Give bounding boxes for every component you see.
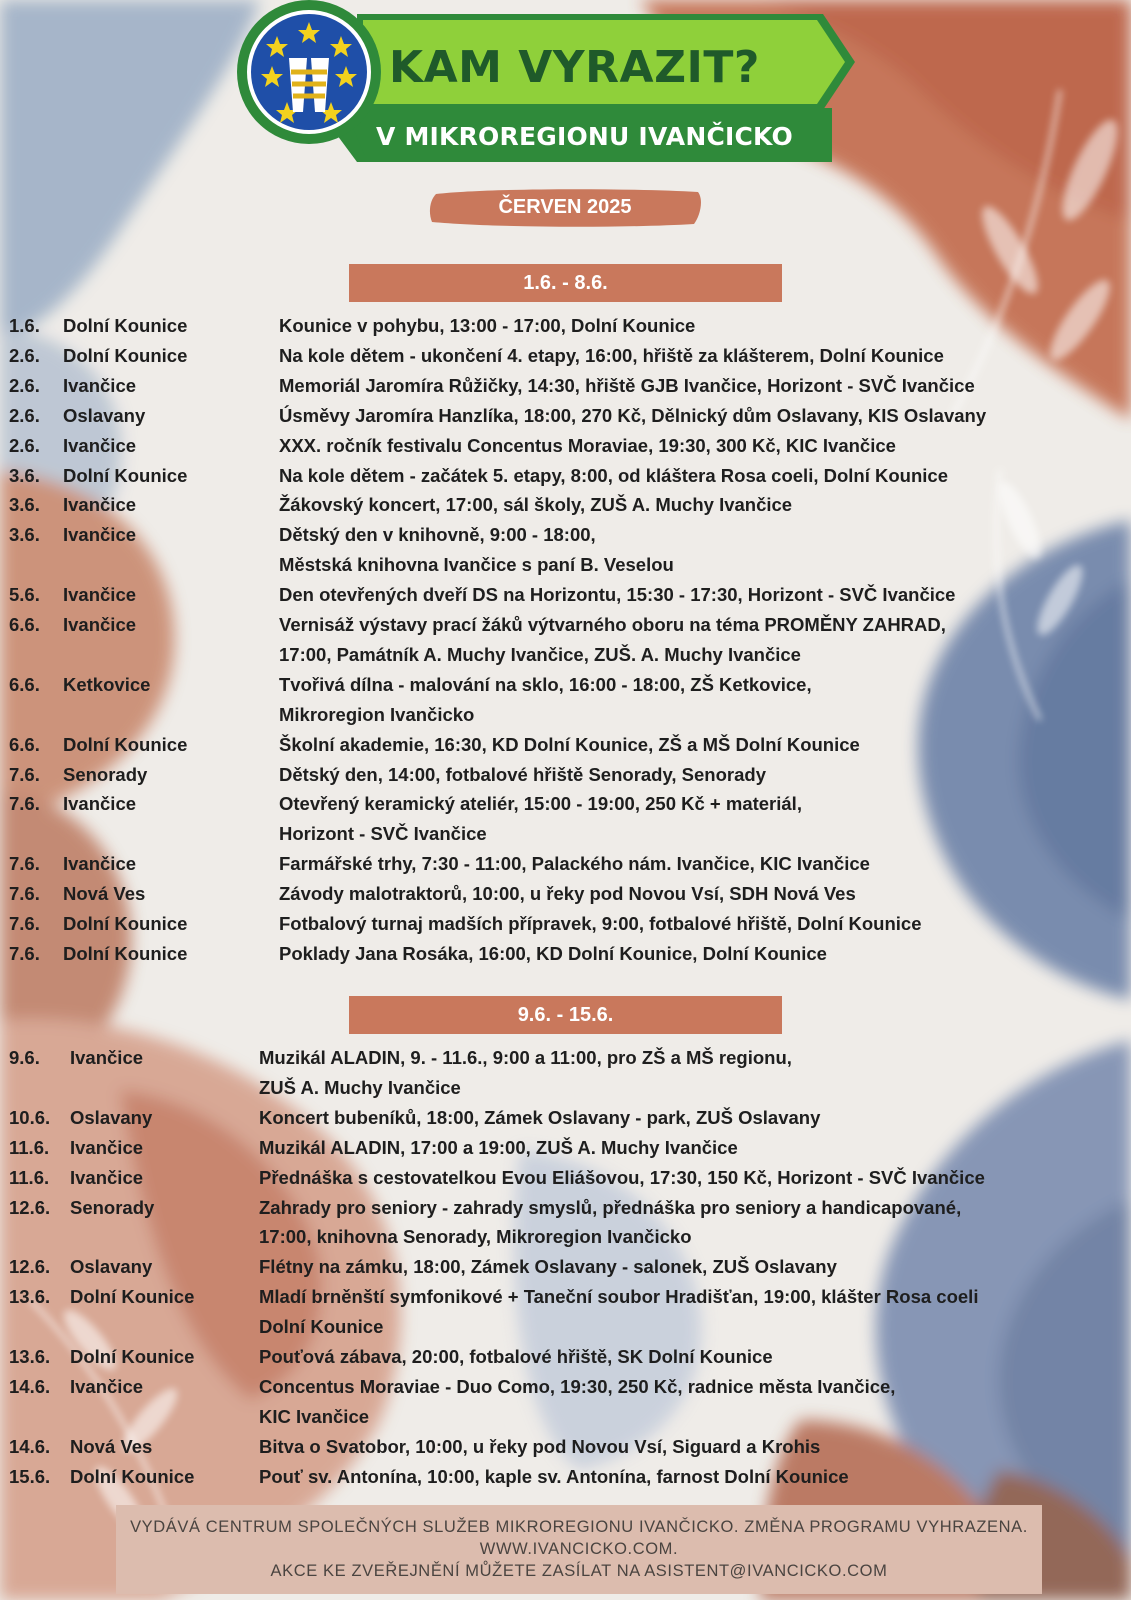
event-place: Ivančice (63, 793, 137, 815)
event-date: 12.6. (9, 1256, 51, 1278)
event-place: Ivančice (63, 614, 137, 635)
event-description: Koncert bubeníků, 18:00, Zámek Oslavany - park, ZUŠ Oslavany (259, 1106, 821, 1128)
event-description: Flétny na zámku, 18:00, Zámek Oslavany - salonek, ZUŠ Oslavany (259, 1256, 837, 1278)
event-description: Otevřený keramický ateliér, 15:00 - 19:00, 250 Kč + materiál, (279, 793, 802, 815)
event-place: Dolní Kounice (63, 942, 188, 964)
event-description: Fotbalový turnaj madších přípravek, 9:00, fotbalové hřiště, Dolní Kounice (279, 913, 922, 934)
event-date: 6.6. (9, 733, 40, 755)
event-description: Mikroregion Ivančicko (279, 703, 475, 725)
event-date: 14.6. (9, 1435, 51, 1457)
event-description: Bitva o Svatobor, 10:00, u řeky pod Novou Vsí, Siguard a Krohis (259, 1435, 821, 1457)
event-place: Oslavany (70, 1256, 153, 1278)
event-description: Na kole dětem - ukončení 4. etapy, 16:00, hřiště za klášterem, Dolní Kounice (279, 344, 944, 366)
page-title: KAM VYRAZIT? (389, 42, 760, 93)
event-place: Dolní Kounice (63, 733, 188, 755)
event-description: Zahrady pro seniory - zahrady smyslů, přednáška pro seniory a handicapované, (259, 1196, 962, 1218)
event-place: Ivančice (63, 434, 137, 456)
event-place: Nová Ves (63, 883, 146, 905)
event-place: Dolní Kounice (70, 1465, 195, 1487)
event-description: Poklady Jana Rosáka, 16:00, KD Dolní Kounice, Dolní Kounice (279, 942, 827, 964)
event-place: Senorady (70, 1196, 155, 1218)
footer-note (116, 1505, 1042, 1594)
event-date: 7.6. (9, 853, 40, 875)
event-description: Mladí brněnští symfonikové + Taneční soubor Hradišťan, 19:00, klášter Rosa coeli (259, 1286, 979, 1308)
event-description: 17:00, knihovna Senorady, Mikroregion Ivančicko (259, 1226, 692, 1248)
event-description: Horizont - SVČ Ivančice (279, 823, 487, 845)
event-date: 2.6. (9, 344, 40, 366)
event-date: 6.6. (9, 614, 40, 635)
event-date: 3.6. (9, 494, 40, 516)
event-description: Na kole dětem - začátek 5. etapy, 8:00, od kláštera Rosa coeli, Dolní Kounice (279, 464, 948, 486)
event-place: Dolní Kounice (70, 1286, 195, 1308)
event-date: 1.6. (9, 315, 40, 336)
event-date: 11.6. (9, 1166, 50, 1188)
event-place: Dolní Kounice (63, 315, 188, 336)
event-place: Oslavany (63, 404, 146, 426)
emblem-icon (237, 0, 381, 144)
event-place: Dolní Kounice (70, 1346, 195, 1367)
event-date: 2.6. (9, 374, 40, 396)
event-place: Ivančice (63, 853, 137, 875)
event-place: Ivančice (70, 1166, 144, 1188)
event-date: 7.6. (9, 913, 40, 934)
event-description: Tvořivá dílna - malování na sklo, 16:00 - 18:00, ZŠ Ketkovice, (279, 673, 812, 695)
event-place: Ivančice (70, 1136, 144, 1158)
event-date: 2.6. (9, 404, 40, 426)
event-description: Farmářské trhy, 7:30 - 11:00, Palackého nám. Ivančice, KIC Ivančice (279, 853, 870, 875)
event-date: 14.6. (9, 1375, 51, 1397)
event-date: 2.6. (9, 434, 40, 456)
event-place: Ivančice (70, 1047, 144, 1068)
event-description: KIC Ivančice (259, 1405, 370, 1427)
footer-line-3: AKCE KE ZVEŘEJNĚNÍ MŮŽETE ZASÍLAT NA ASISTENT@IVANCICKO.COM (270, 1562, 888, 1580)
footer-line-2: WWW.IVANCICKO.COM. (479, 1540, 679, 1558)
event-date: 15.6. (9, 1465, 51, 1487)
page-subtitle: V MIKROREGIONU IVANČICKO (376, 122, 793, 151)
event-date: 9.6. (9, 1047, 40, 1068)
event-place: Dolní Kounice (63, 464, 188, 486)
event-description: Kounice v pohybu, 13:00 - 17:00, Dolní Kounice (279, 315, 696, 336)
event-description: Muzikál ALADIN, 17:00 a 19:00, ZUŠ A. Muchy Ivančice (259, 1136, 738, 1158)
event-description: Přednáška s cestovatelkou Evou Eliášovou, 17:30, 150 Kč, Horizont - SVČ Ivančice (259, 1166, 985, 1188)
event-date: 7.6. (9, 793, 40, 815)
event-description: 17:00, Památník A. Muchy Ivančice, ZUŠ. A. Muchy Ivančice (279, 643, 801, 665)
event-date: 6.6. (9, 673, 40, 695)
event-description: Závody malotraktorů, 10:00, u řeky pod Novou Vsí, SDH Nová Ves (279, 883, 856, 905)
event-date: 13.6. (9, 1346, 51, 1367)
event-description: Školní akademie, 16:30, KD Dolní Kounice, ZŠ a MŠ Dolní Kounice (279, 733, 860, 755)
event-place: Ivančice (63, 374, 137, 396)
week-header-2: 9.6. - 15.6. (349, 996, 782, 1034)
event-date: 13.6. (9, 1286, 51, 1308)
event-place: Ivančice (63, 494, 137, 516)
event-description: Žákovský koncert, 17:00, sál školy, ZUŠ A. Muchy Ivančice (279, 494, 793, 516)
event-date: 3.6. (9, 524, 40, 546)
event-description: Dětský den v knihovně, 9:00 - 18:00, (279, 524, 596, 546)
event-description: Úsměvy Jaromíra Hanzlíka, 18:00, 270 Kč, Dělnický dům Oslavany, KIS Oslavany (279, 404, 987, 426)
event-place: Ketkovice (63, 673, 151, 695)
event-description: Vernisáž výstavy prací žáků výtvarného oboru na téma PROMĚNY ZAHRAD, (279, 614, 946, 635)
event-place: Ivančice (63, 584, 137, 606)
event-date: 12.6. (9, 1196, 51, 1218)
event-description: Den otevřených dveří DS na Horizontu, 15:30 - 17:30, Horizont - SVČ Ivančice (279, 584, 956, 606)
month-label: ČERVEN 2025 (498, 196, 632, 218)
week-header-1: 1.6. - 8.6. (349, 264, 782, 302)
event-place: Senorady (63, 763, 148, 785)
event-place: Oslavany (70, 1106, 153, 1128)
event-place: Dolní Kounice (63, 913, 188, 934)
event-description: Dětský den, 14:00, fotbalové hřiště Senorady, Senorady (279, 763, 766, 785)
footer-line-1: VYDÁVÁ CENTRUM SPOLEČNÝCH SLUŽEB MIKROREGIONU IVANČICKO. ZMĚNA PROGRAMU VYHRAZENA. (130, 1518, 1028, 1536)
event-description: Městská knihovna Ivančice s paní B. Veselou (279, 554, 674, 576)
event-description: Memoriál Jaromíra Růžičky, 14:30, hřiště GJB Ivančice, Horizont - SVČ Ivančice (279, 374, 975, 396)
event-description: Pouť sv. Antonína, 10:00, kaple sv. Antonína, farnost Dolní Kounice (259, 1465, 849, 1487)
event-date: 7.6. (9, 883, 40, 905)
event-date: 7.6. (9, 942, 40, 964)
event-description: ZUŠ A. Muchy Ivančice (259, 1076, 461, 1098)
event-description: Pouťová zábava, 20:00, fotbalové hřiště, SK Dolní Kounice (259, 1346, 773, 1367)
event-description: Muzikál ALADIN, 9. - 11.6., 9:00 a 11:00, pro ZŠ a MŠ regionu, (259, 1047, 792, 1068)
event-place: Dolní Kounice (63, 344, 188, 366)
event-description: Concentus Moraviae - Duo Como, 19:30, 250 Kč, radnice města Ivančice, (259, 1375, 896, 1397)
event-description: Dolní Kounice (259, 1316, 384, 1338)
event-description: XXX. ročník festivalu Concentus Moraviae, 19:30, 300 Kč, KIC Ivančice (279, 434, 896, 456)
event-date: 5.6. (9, 584, 40, 606)
event-date: 3.6. (9, 464, 40, 486)
event-place: Ivančice (63, 524, 137, 546)
event-date: 10.6. (9, 1106, 51, 1128)
event-date: 7.6. (9, 763, 40, 785)
event-date: 11.6. (9, 1136, 50, 1158)
event-place: Ivančice (70, 1375, 144, 1397)
event-place: Nová Ves (70, 1435, 153, 1457)
